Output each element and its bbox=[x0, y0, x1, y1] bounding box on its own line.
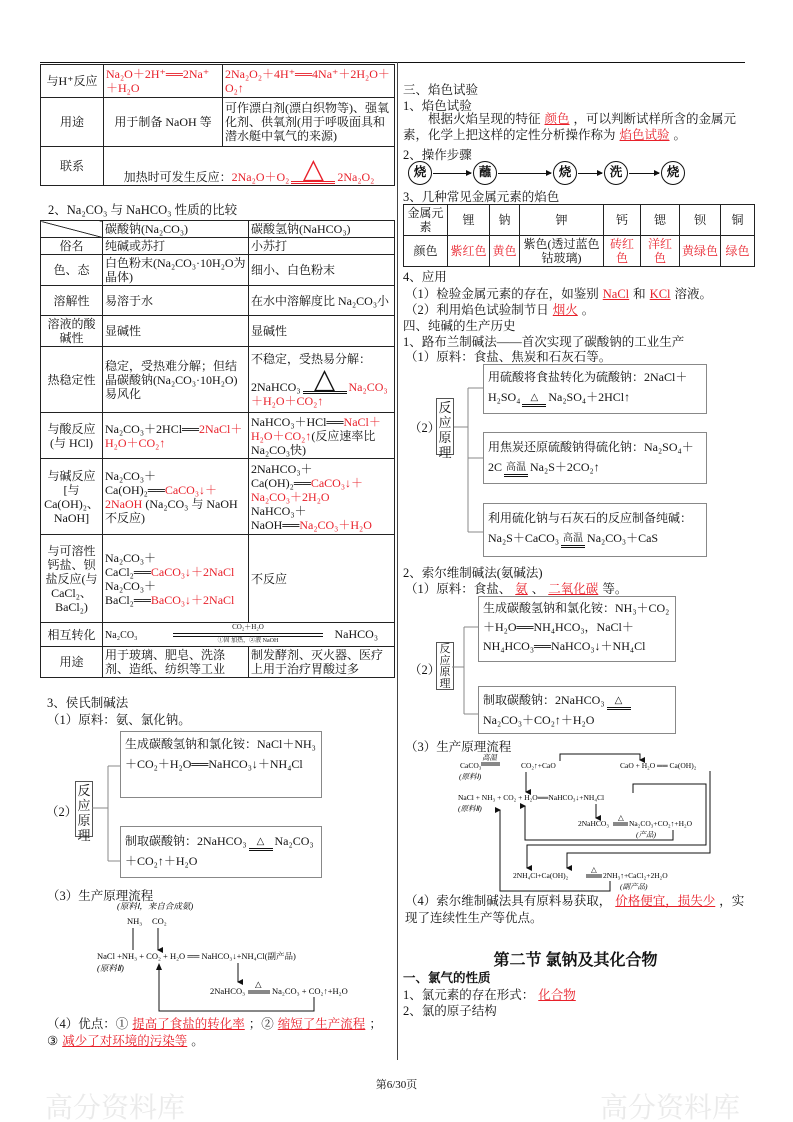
text-segment: NaOH══ bbox=[251, 517, 300, 532]
flame-color: 紫色(透过蓝色钴玻璃) bbox=[520, 236, 604, 267]
bracket-lines bbox=[454, 385, 486, 535]
text-segment: Na₂CO₃＋CO₂↑＋H₂O bbox=[125, 834, 314, 868]
step-dip: 蘸 bbox=[473, 161, 497, 185]
reaction-box bbox=[478, 686, 676, 734]
flame-color: 紫红色 bbox=[448, 236, 490, 267]
answer-text: 2Na₂O₂＋4H⁺══4Na⁺＋2H₂O＋O₂↑ bbox=[225, 67, 390, 95]
watermark: 高分资料库 bbox=[600, 1093, 741, 1122]
flame-color: 绿色 bbox=[721, 236, 755, 267]
table-row bbox=[41, 255, 395, 286]
left-column bbox=[40, 64, 394, 1053]
cell bbox=[103, 347, 249, 413]
table-row bbox=[41, 147, 395, 186]
text-segment: 2NaHCO₃ bbox=[251, 379, 301, 394]
text-segment: 等。 bbox=[602, 582, 628, 596]
conversion-cell bbox=[103, 623, 395, 647]
solvay-flow-diagram bbox=[450, 748, 740, 893]
cell bbox=[249, 347, 395, 413]
text-segment: 稳定，受热难分解；但结晶碳酸钠(Na₂CO₃·10H₂O)易风化 bbox=[105, 358, 238, 401]
section-title: 三、焰色试验 bbox=[403, 83, 479, 97]
table-row bbox=[41, 623, 395, 647]
answer-blank: 提高了食盐的转化率 bbox=[132, 1017, 245, 1031]
flow-label: (原料Ⅰ，来自合成氨) bbox=[117, 901, 194, 911]
table-row bbox=[41, 413, 395, 459]
section-title: 2、Na₂CO₃ 与 NaHCO₃ 性质的比较 bbox=[48, 203, 238, 217]
equals-line bbox=[586, 875, 602, 877]
reaction-box bbox=[120, 826, 322, 878]
answer-text: Na₂CO₃＋H₂O＋CO₂↑ bbox=[251, 379, 388, 408]
text-segment: 利用硫化钠与石灰石的反应制备纯碱：Na₂S＋CaCO₃ bbox=[488, 511, 693, 545]
cell bbox=[223, 65, 395, 98]
double-arrow bbox=[173, 633, 323, 637]
row-label: 颜色 bbox=[404, 236, 448, 267]
item-number: （2） bbox=[46, 805, 78, 819]
text-segment: （1）检验金属元素的存在，如鉴别 bbox=[405, 287, 599, 301]
row-label: 相互转化 bbox=[41, 623, 103, 647]
flow-label: (原料Ⅰ) bbox=[459, 772, 482, 781]
flow-label: (原料Ⅱ) bbox=[97, 963, 124, 973]
flow-equation: Na₂CO₃ + CO₂↑+H₂O bbox=[272, 986, 348, 996]
text-segment: 加热时可发生反应： bbox=[123, 170, 232, 184]
cell bbox=[104, 65, 223, 98]
text-segment: 白色粉末(Na₂CO₃·10H₂O为晶体) bbox=[105, 256, 246, 284]
arrow-icon bbox=[629, 173, 659, 174]
subsection-title: 4、应用 bbox=[403, 270, 447, 284]
raw-materials: （1）原料：氨、氯化钠。 bbox=[47, 713, 191, 727]
diagonal-header-cell bbox=[41, 221, 103, 238]
step-burn: 烧 bbox=[408, 161, 432, 185]
reaction-condition: △ bbox=[522, 393, 546, 407]
column-header: 锶 bbox=[641, 205, 680, 236]
flame-color: 洋红色 bbox=[641, 236, 680, 267]
text-segment: CaCl₂══ bbox=[105, 564, 151, 579]
text-segment: 制取碳酸钠：2NaHCO₃ bbox=[483, 693, 605, 707]
equals-line bbox=[481, 763, 500, 765]
hou-section bbox=[40, 693, 394, 1053]
convert-below: ①固 加热，②液 NaOH bbox=[217, 638, 279, 644]
table-row bbox=[41, 286, 395, 316]
text-segment: 不反应 bbox=[251, 571, 288, 586]
text-segment: Ca(OH)₂══ bbox=[251, 475, 311, 490]
text-segment: 细小、白色粉末 bbox=[251, 263, 336, 277]
cell bbox=[249, 286, 395, 316]
reaction-condition: 高温 bbox=[561, 534, 585, 548]
cell bbox=[103, 459, 249, 535]
text-segment: （1）原料：食盐、 bbox=[405, 582, 512, 596]
reaction-box bbox=[483, 364, 707, 414]
column-header: 钾 bbox=[520, 205, 604, 236]
text-segment: Na₂CO₃＋2HCl══ bbox=[105, 421, 200, 436]
subsection-title: 3、几种常见金属元素的焰色 bbox=[403, 190, 560, 204]
text-segment: 生成碳酸氢钠和氯化铵：NH₃＋CO₂＋H₂O══NH₄HCO₃，NaCl＋NH₄HCO₃══NaHCO₃↓＋NH₄Cl bbox=[483, 601, 670, 653]
text-segment: 易溶于水 bbox=[105, 293, 154, 308]
text-segment: 显碱性 bbox=[105, 324, 142, 338]
table-header bbox=[404, 205, 755, 236]
text-segment: 生成碳酸氢钠和氯化铵：NaCl＋NH₃＋CO₂＋H₂O══NaHCO₃↓＋NH₄Cl bbox=[125, 737, 316, 771]
principle-label: 反应原理 bbox=[436, 398, 454, 455]
text-segment: Na₂CO₃＋ bbox=[105, 468, 157, 483]
arrow-head bbox=[156, 963, 162, 970]
flow-label: NH₃ bbox=[127, 916, 143, 926]
text-segment: 制取碳酸钠：2NaHCO₃ bbox=[125, 834, 247, 848]
text-segment: 小苏打 bbox=[251, 239, 288, 253]
answer-blank: 减少了对环境的污染等 bbox=[62, 1034, 188, 1048]
flow-arrow bbox=[560, 754, 640, 761]
table-row bbox=[41, 238, 395, 255]
cell bbox=[103, 535, 249, 623]
answer-text: 2Na₂O₂ bbox=[337, 170, 375, 184]
answer-blank: 氨 bbox=[515, 582, 528, 596]
flow-label: CaCO₃ bbox=[460, 761, 482, 770]
reaction-box bbox=[483, 432, 707, 484]
raw-materials: （1）原料：食盐、焦炭和石灰石等。 bbox=[405, 350, 612, 364]
answer-blank: 化合物 bbox=[538, 988, 576, 1002]
text-segment: Na₂CO₃＋ bbox=[105, 578, 157, 593]
answer-blank: 颜色 bbox=[544, 112, 570, 126]
row-label: 用途 bbox=[41, 647, 103, 678]
flow-condition: 高温 bbox=[482, 753, 497, 762]
reaction-condition: △ bbox=[303, 366, 347, 394]
row-label: 联系 bbox=[41, 147, 104, 186]
row-label: 与碱反应[与Ca(OH)₂、NaOH] bbox=[41, 459, 103, 535]
cell bbox=[249, 535, 395, 623]
text-segment: （2）利用焰色试验制节日 bbox=[405, 303, 549, 317]
flow-label: (副产品) bbox=[620, 882, 648, 891]
text-segment: 在水中溶解度比 Na₂CO₃小 bbox=[251, 293, 390, 308]
text-segment: （4）优点：① bbox=[47, 1017, 129, 1031]
principle-label: 反应原理 bbox=[436, 642, 454, 690]
row-label: 与可溶性钙盐、钡盐反应(与CaCl₂、BaCl₂) bbox=[41, 535, 103, 623]
step-wash: 洗 bbox=[604, 161, 628, 185]
cell bbox=[249, 647, 395, 678]
atomic-structure-title: 2、氯的原子结构 bbox=[403, 1004, 497, 1018]
cell bbox=[103, 647, 249, 678]
cell bbox=[223, 98, 395, 147]
text-segment: 1、氯元素的存在形式： bbox=[403, 988, 535, 1002]
text-segment: 不稳定，受热易分解： bbox=[251, 351, 372, 366]
answer-blank: KCl bbox=[649, 287, 671, 301]
reaction-condition: △ bbox=[607, 696, 631, 710]
flow-condition: △ bbox=[618, 813, 624, 822]
flow-equation: 2NH₃↑+CaCl₂+2H₂O bbox=[603, 871, 668, 880]
section-title: 四、纯碱的生产历史 bbox=[403, 319, 516, 333]
answer-text: CaCO₃↓＋2NaOH bbox=[105, 482, 218, 511]
text-segment: ；② bbox=[248, 1017, 274, 1031]
text-segment: Na₂SO₄＋2HCl↑ bbox=[548, 390, 631, 404]
text-segment: 溶液。 bbox=[674, 287, 713, 301]
cell bbox=[103, 413, 249, 459]
column-header: 金属元素 bbox=[404, 205, 448, 236]
cell bbox=[103, 255, 249, 286]
flame-color-table bbox=[403, 204, 755, 267]
row-label: 用途 bbox=[41, 98, 104, 147]
advantages bbox=[47, 1016, 392, 1050]
text-segment: Na₂CO₃＋CO₂↑＋H₂O bbox=[483, 713, 595, 727]
column-divider bbox=[397, 62, 398, 1060]
text-segment: 用于玻璃、肥皂、洗涤剂、造纸、纺织等工业 bbox=[105, 648, 226, 676]
text-segment: 。 bbox=[581, 303, 595, 317]
flow-equation: NaCl + NH₃ + CO₂ + H₂O══NaHCO₃↓+NH₄Cl bbox=[458, 793, 605, 802]
text-segment: 根据火焰呈现的特征 bbox=[403, 112, 541, 126]
flow-equation: 2NaHCO₃ bbox=[210, 986, 246, 996]
equals-line bbox=[613, 823, 628, 825]
answer-text: NaCl＋H₂O＋CO₂↑ bbox=[251, 414, 381, 443]
table-row bbox=[41, 98, 395, 147]
table-header bbox=[41, 221, 395, 238]
reaction-box bbox=[120, 731, 322, 798]
subsection-title: 2、操作步骤 bbox=[403, 148, 472, 162]
text-segment: Ca(OH)₂══ bbox=[105, 482, 165, 497]
text-segment: 。 bbox=[191, 1034, 204, 1048]
column-header: 锂 bbox=[448, 205, 490, 236]
flow-label: (原料Ⅱ) bbox=[458, 804, 482, 813]
convert-left: Na₂CO₃ bbox=[105, 629, 138, 641]
arrow-icon bbox=[433, 173, 471, 174]
cell bbox=[104, 147, 395, 186]
text-segment: （4）索尔维制碱法具有原料易获取， bbox=[405, 894, 612, 908]
text-segment: (Na₂CO₃ 与 NaOH 不反应) bbox=[105, 496, 238, 525]
text-segment: 用焦炭还原硫酸钠得硫化钠：Na₂SO₄＋2C bbox=[488, 440, 694, 474]
answer-blank: NaCl bbox=[602, 287, 630, 301]
solvay-advantages bbox=[405, 893, 750, 927]
flow-condition: △ bbox=[591, 865, 597, 874]
item-number: （2） bbox=[409, 421, 441, 435]
convert-right: NaHCO₃ bbox=[334, 627, 378, 641]
cell bbox=[249, 413, 395, 459]
text-segment: 可作漂白剂(漂白织物等)、强氧化剂、供氧剂(用于呼吸面具和潜水艇中氧气的来源) bbox=[225, 101, 389, 143]
text-segment: 制发酵剂、灭火器、医疗上用于治疗胃酸过多 bbox=[251, 648, 384, 676]
flow-equation: 2NH₄Cl+Ca(OH)₂ bbox=[513, 871, 569, 880]
text-segment: Na₂CO₃＋ bbox=[105, 550, 157, 565]
reaction-condition: △ bbox=[249, 837, 273, 851]
answer-text: Na₂O＋2H⁺══2Na⁺＋H₂O bbox=[106, 67, 210, 95]
text-segment: ③ bbox=[47, 1034, 59, 1048]
text-segment: ，可以判断试样所含的金属元素，化学上把这样的定性分析操作称为 bbox=[403, 112, 737, 142]
header-rule bbox=[40, 62, 745, 63]
answer-text: CaCO₃↓＋Na₂CO₃＋2H₂O bbox=[251, 475, 364, 504]
text-segment: Na₂CO₃＋CaS bbox=[587, 531, 659, 545]
flow-title: （3）生产原理流程 bbox=[47, 889, 154, 903]
flow-label: (产品) bbox=[636, 830, 656, 839]
equals-line bbox=[248, 991, 270, 993]
chapter-heading: 第二节 氯钠及其化合物 bbox=[493, 952, 658, 969]
table-row bbox=[41, 347, 395, 413]
table-row bbox=[41, 535, 395, 623]
sodium-oxide-table bbox=[40, 64, 395, 186]
page-number: 第6/30页 bbox=[375, 1079, 418, 1091]
answer-blank: 二氧化碳 bbox=[548, 582, 599, 596]
text-segment: BaCl₂══ bbox=[105, 592, 151, 607]
text-segment: Na₂S＋2CO₂↑ bbox=[530, 460, 600, 474]
subsection-title: 1、路布兰制碱法——首次实现了碳酸钠的工业生产 bbox=[403, 335, 685, 349]
item-number: （2） bbox=[409, 663, 441, 677]
flow-equation: Na₂CO₃+CO₂↑+H₂O bbox=[629, 819, 693, 828]
flow-equation: NaCl +NH₃ + CO₂ + H₂O ══ NaHCO₃↓+NH₄Cl(副产品) bbox=[97, 951, 296, 961]
table-row bbox=[41, 459, 395, 535]
text-segment: 2NaHCO₃＋ bbox=[251, 461, 313, 476]
compare-table bbox=[40, 220, 395, 678]
flow-label: CO₂ bbox=[152, 916, 167, 926]
answer-blank: 缩短了生产流程 bbox=[277, 1017, 366, 1031]
row-label: 与H⁺反应 bbox=[41, 65, 104, 98]
flow-condition: △ bbox=[255, 979, 262, 989]
flow-label: CO₂↑+CaO bbox=[521, 761, 556, 770]
arrow-icon bbox=[578, 173, 602, 174]
column-header: 碳酸氢钠(NaHCO₃) bbox=[249, 221, 395, 238]
table-row bbox=[404, 236, 755, 267]
table-row bbox=[41, 65, 395, 98]
convert-above: CO₂＋H₂O bbox=[232, 623, 264, 631]
answer-blank: 价格便宜，损失少 bbox=[615, 894, 716, 908]
section-title: 3、侯氏制碱法 bbox=[47, 696, 129, 710]
answer-text: 2Na₂O＋O₂ bbox=[231, 170, 290, 184]
bracket-lines bbox=[452, 625, 480, 717]
text-segment: 、 bbox=[531, 582, 545, 596]
cell bbox=[249, 459, 395, 535]
row-label: 与酸反应(与 HCl) bbox=[41, 413, 103, 459]
row-label: 热稳定性 bbox=[41, 347, 103, 413]
raw-materials bbox=[405, 579, 627, 597]
text-segment: 显碱性 bbox=[251, 324, 288, 338]
answer-text: CaCO₃↓＋2NaCl bbox=[150, 564, 235, 579]
row-label: 色、态 bbox=[41, 255, 103, 286]
reaction-box bbox=[483, 503, 707, 557]
column-header: 钙 bbox=[604, 205, 641, 236]
table-row bbox=[41, 647, 395, 678]
cell bbox=[103, 238, 249, 255]
subsection-title: 2、索尔维制碱法(氨碱法) bbox=[403, 566, 543, 580]
cell bbox=[249, 238, 395, 255]
answer-blank: 烟火 bbox=[552, 303, 578, 317]
flame-color: 黄绿色 bbox=[680, 236, 721, 267]
text-segment: ，实现了连续性生产等优点。 bbox=[405, 894, 745, 925]
cell bbox=[103, 286, 249, 316]
watermark: 高分资料库 bbox=[45, 1093, 186, 1122]
answer-text: Na₂CO₃＋H₂O bbox=[299, 517, 372, 532]
arrow-icon bbox=[498, 173, 551, 174]
cell bbox=[249, 316, 395, 347]
reaction-box bbox=[478, 596, 676, 662]
flow-title: （3）生产原理流程 bbox=[405, 740, 512, 754]
text-segment: NaHCO₃＋HCl══ bbox=[251, 414, 344, 429]
subsection-title: 1、焰色试验 bbox=[403, 99, 472, 113]
cell bbox=[104, 98, 223, 147]
flow-arrow bbox=[133, 928, 158, 950]
text-segment: NaHCO₃＋ bbox=[251, 503, 307, 518]
flame-color: 砖红色 bbox=[604, 236, 641, 267]
flame-definition bbox=[403, 111, 748, 143]
reaction-condition: △ bbox=[291, 156, 335, 184]
row-label: 溶解性 bbox=[41, 286, 103, 316]
text-segment: 用硫酸将食盐转化为硫酸钠：2NaCl＋H₂SO₄ bbox=[488, 370, 688, 404]
column-header: 钠 bbox=[490, 205, 520, 236]
text-segment: 。 bbox=[673, 128, 687, 142]
table-row bbox=[41, 316, 395, 347]
flow-equation: CaO + H₂O ══ Ca(OH)₂ bbox=[620, 761, 697, 770]
column-header: 钡 bbox=[680, 205, 721, 236]
section-title: 一、氯气的性质 bbox=[403, 971, 491, 985]
principle-label: 反应原理 bbox=[75, 781, 93, 837]
text-segment: 和 bbox=[633, 287, 646, 301]
step-burn: 烧 bbox=[553, 161, 577, 185]
reaction-condition: 高温 bbox=[504, 463, 528, 477]
answer-text: 2NaCl＋H₂O＋CO₂↑ bbox=[105, 421, 243, 450]
step-burn: 烧 bbox=[661, 161, 685, 185]
hou-flow-diagram bbox=[90, 900, 390, 1015]
text-segment: ； bbox=[369, 1017, 382, 1031]
cell bbox=[249, 255, 395, 286]
column-header: 碳酸钠(Na₂CO₃) bbox=[103, 221, 249, 238]
text-segment: 用于制备 NaOH 等 bbox=[114, 115, 212, 129]
answer-text: BaCO₃↓＋2NaCl bbox=[150, 592, 235, 607]
row-label: 俗名 bbox=[41, 238, 103, 255]
flame-color: 黄色 bbox=[490, 236, 520, 267]
text-segment: 纯碱或苏打 bbox=[105, 239, 166, 253]
bracket-lines bbox=[92, 761, 122, 866]
answer-blank: 焰色试验 bbox=[619, 128, 670, 142]
flow-equation: 2NaHCO₃ bbox=[578, 819, 609, 828]
cell bbox=[103, 316, 249, 347]
text-segment: (反应速率比Na₂CO₃快) bbox=[251, 428, 376, 457]
column-header: 铜 bbox=[721, 205, 755, 236]
row-label: 溶液的酸碱性 bbox=[41, 316, 103, 347]
